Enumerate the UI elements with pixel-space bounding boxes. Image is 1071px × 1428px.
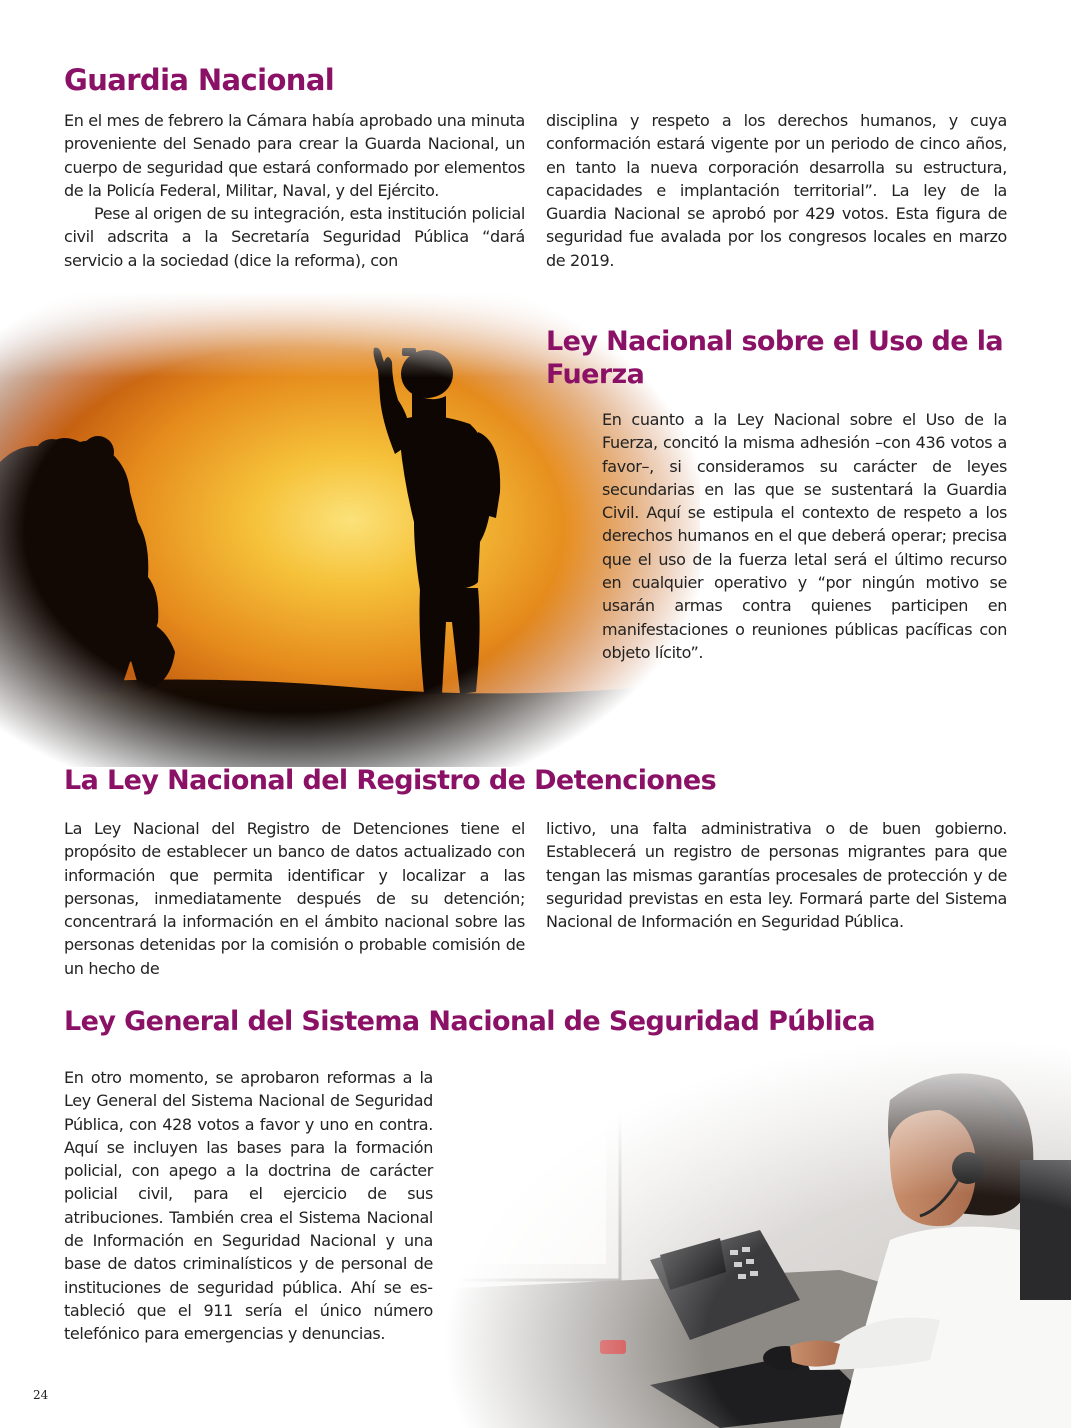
sistema-column: [64, 1066, 433, 1346]
heading-guardia-nacional: Guardia Nacional: [64, 63, 335, 97]
guardia-paragraph-1: En el mes de febrero la Cámara había aprobado una minuta proveniente del Senado para crear la Guarda Nacional, un cuerpo de seguridad que estará conformado por elementos de la Policía Federal, Militar, Naval, y del Ejército.: [64, 111, 525, 200]
heading-sistema-nacional: Ley General del Sistema Nacional de Seguridad Pública: [64, 1006, 875, 1037]
guardia-paragraph-2-cont: disciplina y respeto a los derechos humanos, y cuya conformación estará vigente por un periodo de cinco años, en tanto la nueva corporación desarrolla su estructura, capacidades e implantación territorial”. La ley de la Guardia Nacional se aprobó por 429 votos. Esta figura de seguridad fue avalada por los congresos locales en marzo de 2019.: [546, 111, 1007, 270]
registro-paragraph-1: La Ley Nacional del Registro de Detenciones tiene el propósito de establecer un banco de datos actualizado con información que permita identificar y localizar a las personas, inmediatamente después de su detención; concentrará la información en el ámbito nacional sobre las personas detenidas por la comisión o probable comisión de un hecho de: [64, 819, 525, 978]
uso-fuerza-paragraph: En cuanto a la Ley Nacional sobre el Uso de la Fuerza, concitó la misma adhesión –con 436 votos a favor–, si consideramos su carácter de leyes secundarias en las que se sustentará la Guardia Civil. Aquí se estipula el contexto de respeto a los derechos humanos en el que deberá operar; precisa que el uso de la fuerza letal será el último recurso en cualquier operativo y “por ningún motivo se usarán armas contra quienes participen en manifestaciones o reuniones públicas pacíficas con objeto lícito”.: [602, 410, 1007, 662]
guardia-column-right: [546, 109, 1007, 272]
sistema-paragraph: En otro momento, se aprobaron reformas a la Ley General del Sistema Nacional de Seguridad Pública, con 428 votos a favor y uno en contra. Aquí se incluyen las bases para la formación policial, con apego a la doctrina de carácter policial civil, para el ejercicio de sus atribuciones. También crea el Sistema Nacional de Información en Seguridad Nacional y una base de datos criminalísticos y de personal de instituciones de seguridad pública. Ahí se estableció que el 911 sería el único número telefónico para emergencias y denuncias.: [64, 1068, 433, 1344]
registro-column-right: [546, 817, 1007, 933]
heading-registro-detenciones: La Ley Nacional del Registro de Detenciones: [64, 765, 717, 796]
operator-headset-photo: [420, 1040, 1071, 1428]
heading-uso-fuerza: Ley Nacional sobre el Uso de la Fuerza: [546, 326, 1004, 390]
uso-fuerza-column: [602, 408, 1007, 664]
guardia-paragraph-2: Pese al origen de su integración, esta institución policial civil adscrita a la Secretaría Seguridad Pública “dará servicio a la sociedad (dice la reforma), con: [64, 204, 525, 270]
registro-paragraph-2: lictivo, una falta administrativa o de buen gobierno. Establecerá un registro de personas migrantes para que tengan las mismas garantías procesales de protección y de seguridad previstas en esta ley. Formará parte del Sistema Nacional de Información en Seguridad Pública.: [546, 819, 1007, 932]
guardia-column-left: [64, 109, 525, 272]
registro-column-left: [64, 817, 525, 980]
page-number: 24: [33, 1388, 49, 1402]
